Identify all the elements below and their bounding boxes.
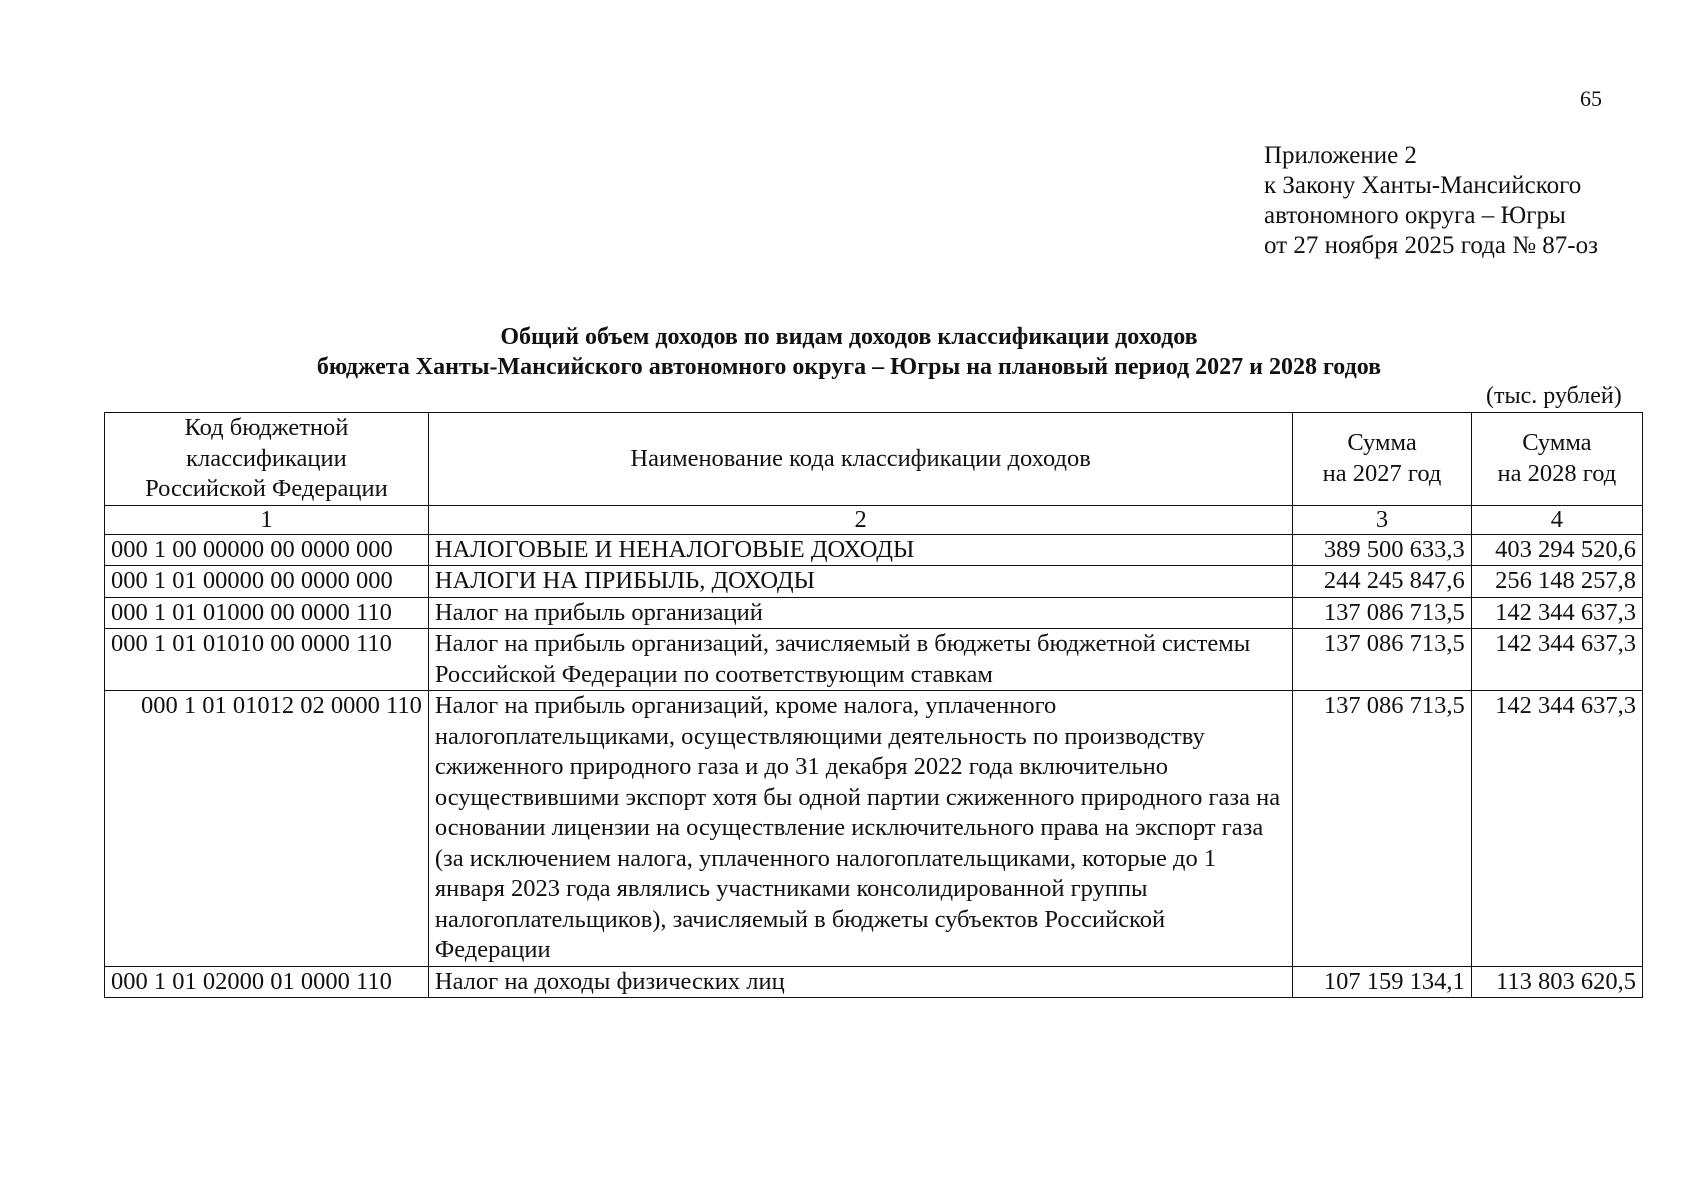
- sum-2028: 142 344 637,3: [1471, 691, 1642, 967]
- document-title: [0, 322, 1698, 382]
- table-row: [105, 691, 1643, 967]
- table-row: [105, 966, 1643, 998]
- header-code: Код бюджетной классификации Российской Федерации: [105, 413, 429, 506]
- sum-2028: 256 148 257,8: [1471, 566, 1642, 598]
- header-sum-2027: Сумма на 2027 год: [1293, 413, 1471, 506]
- income-name: НАЛОГИ НА ПРИБЫЛЬ, ДОХОДЫ: [428, 566, 1292, 598]
- table-row: [105, 566, 1643, 598]
- appendix-reference: [1264, 141, 1598, 261]
- appendix-line: Приложение 2: [1264, 142, 1417, 169]
- appendix-line: автономного округа – Югры: [1264, 202, 1566, 229]
- table-header-row: [105, 413, 1643, 506]
- header-name: Наименование кода классификации доходов: [428, 413, 1292, 506]
- sum-2028: 113 803 620,5: [1471, 966, 1642, 998]
- appendix-line: от 27 ноября 2025 года № 87-оз: [1264, 232, 1598, 259]
- sum-2027: 107 159 134,1: [1293, 966, 1471, 998]
- budget-code: 000 1 00 00000 00 0000 000: [105, 534, 429, 566]
- income-name: Налог на прибыль организаций, кроме налога, уплаченного налогоплательщиками, осуществляющими деятельность по производству сжиженного природного газа и до 31 декабря 2022 года включительно осуществившими экспорт хотя бы одной партии сжиженного природного газа на основании лицензии на осуществление исключительного права на экспорт газа (за исключением налога, уплаченного налогоплательщиками, которые до 1 января 2023 года являлись участниками консолидированной группы налогоплательщиков), зачисляемый в бюджеты субъектов Российской Федерации: [428, 691, 1292, 967]
- column-number: 2: [428, 505, 1292, 534]
- budget-code: 000 1 01 01000 00 0000 110: [105, 597, 429, 629]
- budget-code: 000 1 01 01010 00 0000 110: [105, 629, 429, 691]
- table-row: [105, 597, 1643, 629]
- sum-2027: 137 086 713,5: [1293, 597, 1471, 629]
- sum-2027: 137 086 713,5: [1293, 691, 1471, 967]
- income-name: Налог на прибыль организаций, зачисляемый в бюджеты бюджетной системы Российской Федерации по соответствующим ставкам: [428, 629, 1292, 691]
- title-line-1: Общий объем доходов по видам доходов классификации доходов: [500, 324, 1198, 350]
- budget-code: 000 1 01 00000 00 0000 000: [105, 566, 429, 598]
- column-number: 3: [1293, 505, 1471, 534]
- income-name: Налог на доходы физических лиц: [428, 966, 1292, 998]
- column-number: 4: [1471, 505, 1642, 534]
- title-line-2: бюджета Ханты-Мансийского автономного округа – Югры на плановый период 2027 и 2028 годов: [316, 354, 1382, 380]
- sum-2027: 389 500 633,3: [1293, 534, 1471, 566]
- sum-2028: 403 294 520,6: [1471, 534, 1642, 566]
- sum-2027: 244 245 847,6: [1293, 566, 1471, 598]
- sum-2027: 137 086 713,5: [1293, 629, 1471, 691]
- income-name: Налог на прибыль организаций: [428, 597, 1292, 629]
- column-number: 1: [105, 505, 429, 534]
- column-number-row: [105, 505, 1643, 534]
- table-row: [105, 629, 1643, 691]
- revenue-table: [104, 412, 1643, 998]
- header-sum-2028: Сумма на 2028 год: [1471, 413, 1642, 506]
- appendix-line: к Закону Ханты-Мансийского: [1264, 172, 1582, 199]
- income-name: НАЛОГОВЫЕ И НЕНАЛОГОВЫЕ ДОХОДЫ: [428, 534, 1292, 566]
- sum-2028: 142 344 637,3: [1471, 597, 1642, 629]
- units-label: (тыс. рублей): [1486, 383, 1622, 409]
- budget-code: 000 1 01 01012 02 0000 110: [105, 691, 429, 967]
- page-number: 65: [1580, 86, 1602, 111]
- table-row: [105, 534, 1643, 566]
- budget-code: 000 1 01 02000 01 0000 110: [105, 966, 429, 998]
- sum-2028: 142 344 637,3: [1471, 629, 1642, 691]
